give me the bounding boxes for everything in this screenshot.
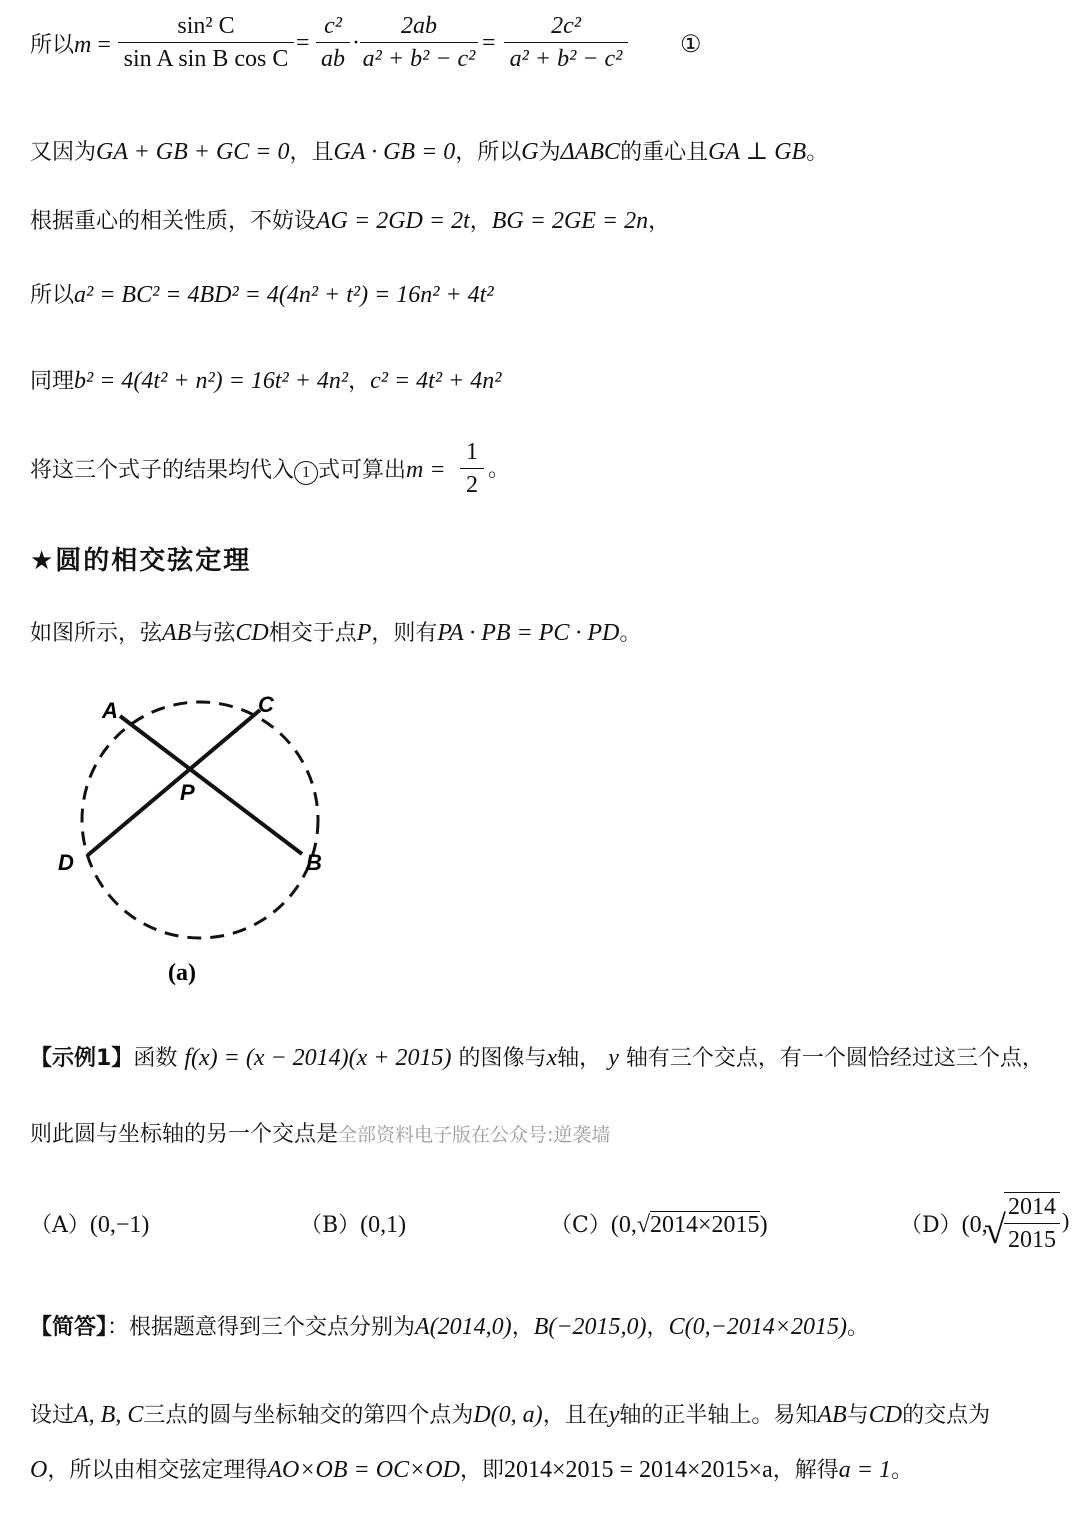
paragraph-theorem: 如图所示，弦AB与弦CD相交于点P，则有PA · PB = PC · PD。 [30, 620, 642, 646]
paragraph-b-c-squared: 同理b² = 4(4t² + n²) = 16t² + 4n²，c² = 4t² + 4n² [30, 368, 502, 394]
circled-marker: ① [680, 30, 702, 58]
dashed-circle [82, 702, 318, 938]
answer-line-1: 【简答】：根据题意得到三个交点分别为A(2014,0)，B(−2015,0)，C(0,−2014×2015)。 [30, 1314, 869, 1340]
fraction-3: 2ab a² + b² − c² [360, 12, 478, 73]
option-a[interactable]: （A）(0,−1) [30, 1212, 150, 1238]
sqrt-sign-d: √ [984, 1207, 1006, 1252]
paragraph-assume: 根据重心的相关性质，不妨设AG = 2GD = 2t，BG = 2GE = 2n， [30, 208, 671, 234]
paragraph-a-squared: 所以a² = BC² = 4BD² = 4(4n² + t²) = 16n² + 4t² [30, 282, 494, 308]
answer-line-2: 设过A, B, C三点的圆与坐标轴交的第四个点为D(0, a)，且在y轴的正半轴上。易知AB与CD的交点为 [30, 1402, 991, 1428]
fraction-1: sin² C sin A sin B cos C [118, 12, 294, 73]
figure-caption: (a) [168, 960, 196, 986]
label-A: A [102, 698, 118, 723]
sqrt-sign: √ [636, 1212, 651, 1238]
label-D: D [58, 850, 74, 875]
fraction-4: 2c² a² + b² − c² [504, 12, 628, 73]
label-B: B [306, 850, 322, 875]
option-c[interactable]: （C）(0,√2014×2015) [550, 1212, 768, 1238]
label-C: C [258, 692, 274, 717]
answer-line-3: O，所以由相交弦定理得AO×OB = OC×OD，即2014×2015 = 2014×2015×a，解得a = 1。 [30, 1457, 913, 1483]
chord-cd [88, 710, 260, 855]
circled-number: 1 [294, 461, 318, 485]
example-1-line-2: 则此圆与坐标轴的另一个交点是全部资料电子版在公众号:逆袭墙 [30, 1122, 611, 1147]
fraction-2: c² ab [316, 12, 350, 73]
intersecting-chords-figure [50, 680, 350, 1000]
fraction-half: 1 2 [460, 438, 484, 499]
line1-prefix: 所以m = [30, 32, 111, 58]
section-heading: ★圆的相交弦定理 [30, 546, 252, 576]
option-b[interactable]: （B）(0,1) [300, 1212, 407, 1238]
paragraph-centroid: 又因为GA + GB + GC = 0，且GA · GB = 0，所以G为ΔABC的重心且GA ⊥ GB。 [30, 139, 829, 165]
watermark: 全部资料电子版在公众号:逆袭墙 [338, 1124, 611, 1146]
example-1-line-1: 【示例1】函数 f(x) = (x − 2014)(x + 2015) 的图像与x轴， y 轴有三个交点，有一个圆恰经过这三个点， [30, 1045, 1044, 1071]
option-d-fraction: 2014 2015 [1004, 1192, 1060, 1254]
label-P: P [180, 780, 195, 805]
chord-ab [120, 716, 302, 854]
